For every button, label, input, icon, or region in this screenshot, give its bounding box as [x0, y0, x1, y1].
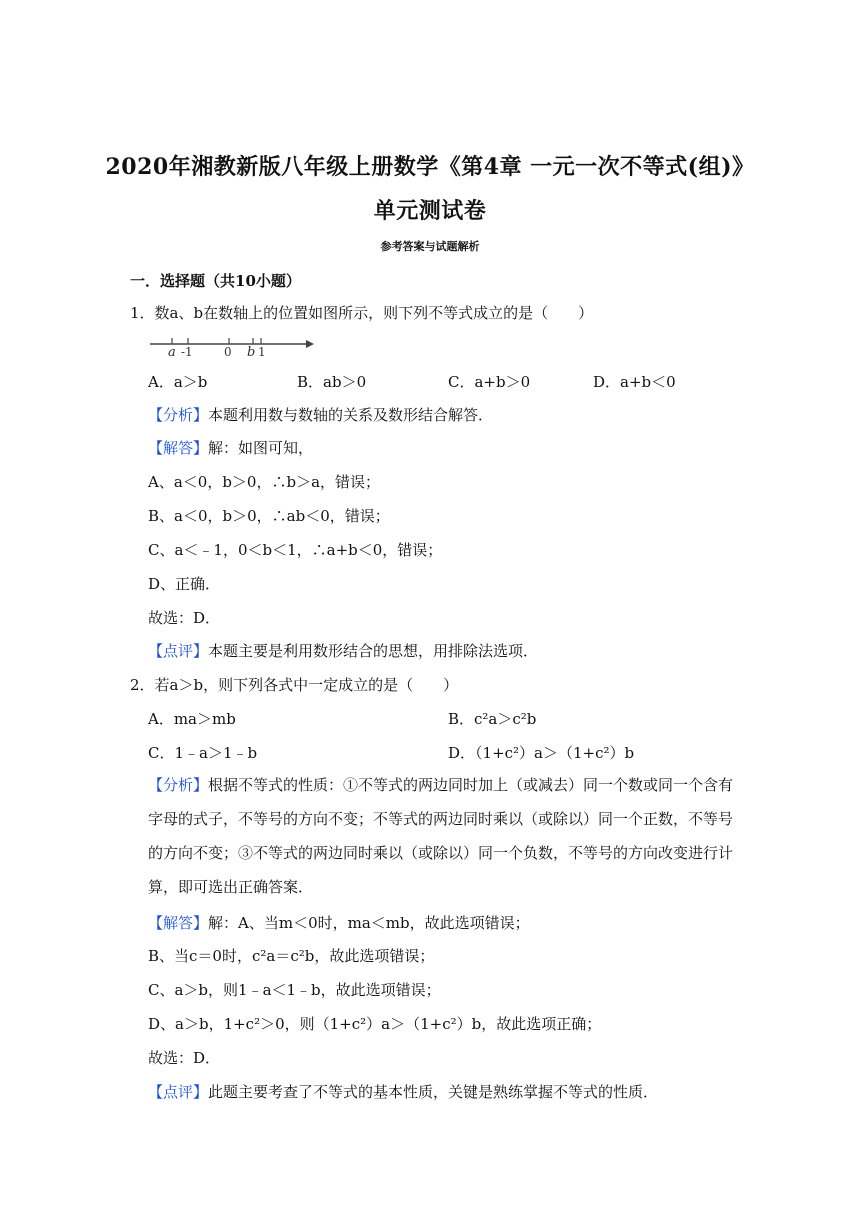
label-b: b [247, 345, 256, 358]
section-heading: 一．选择题（共10小题） [130, 272, 301, 290]
q1-solution-line: D、正确． [148, 575, 221, 593]
q2-option-d: D．（1+c²）a＞（1+c²）b [448, 744, 635, 762]
label-a: a [168, 345, 176, 358]
comment-text: 本题主要是利用数形结合的思想，用排除法选项． [208, 642, 539, 660]
analysis-tag: 【分析】 [148, 776, 209, 794]
q2-stem: 2．若a＞b，则下列各式中一定成立的是（ ） [130, 676, 459, 694]
q2-analysis [130, 768, 738, 904]
analysis-tag: 【分析】 [148, 406, 209, 424]
q2-solution-line: C、a＞b，则1﹣a＜1﹣b，故此选项错误； [148, 981, 441, 999]
doc-title-line1: 2020年湘教新版八年级上册数学《第4章 一元一次不等式(组)》 [105, 154, 755, 180]
q2-answer [148, 913, 530, 933]
comment-tag: 【点评】 [148, 642, 209, 660]
answer-first-line: 解：A、当m＜0时，ma＜mb，故此选项错误； [208, 914, 530, 932]
label-zero: 0 [224, 345, 232, 358]
q1-option-d: D．a+b＜0 [593, 373, 676, 391]
q1-number-line-figure [148, 332, 316, 358]
q1-analysis [148, 405, 493, 425]
analysis-text: 本题利用数与数轴的关系及数形结合解答． [208, 406, 494, 424]
doc-title-line2: 单元测试卷 [373, 198, 487, 224]
q2-solution-line: B、当c＝0时，c²a＝c²b，故此选项错误； [148, 947, 435, 965]
q2-comment [148, 1082, 658, 1102]
answer-intro: 解：如图可知， [208, 439, 314, 457]
number-line-svg [148, 332, 316, 358]
q1-solution-line: B、a＜0，b＞0，∴ab＜0，错误； [148, 507, 390, 525]
q1-solution-line: A、a＜0，b＞0，∴b＞a，错误； [148, 473, 381, 491]
q1-option-a: A．a＞b [148, 373, 208, 391]
q2-choice: 故选：D． [148, 1049, 221, 1067]
q1-option-c: C．a+b＞0 [448, 373, 531, 391]
answer-tag: 【解答】 [148, 914, 209, 932]
doc-subtitle: 参考答案与试题解析 [380, 240, 480, 253]
q1-stem: 1．数a、b在数轴上的位置如图所示，则下列不等式成立的是（ ） [130, 304, 594, 322]
q2-option-b: B．c²a＞c²b [448, 710, 537, 728]
number-line-arrow [306, 340, 314, 348]
q2-solution-line: D、a＞b，1+c²＞0，则（1+c²）a＞（1+c²）b，故此选项正确； [148, 1015, 602, 1033]
q1-choice: 故选：D． [148, 609, 221, 627]
q2-option-a: A．ma＞mb [148, 710, 236, 728]
q1-answer [148, 438, 313, 458]
q1-comment [148, 641, 538, 661]
q2-option-c: C．1﹣a＞1﹣b [148, 744, 258, 762]
label-minus1: -1 [181, 345, 193, 358]
answer-tag: 【解答】 [148, 439, 209, 457]
comment-text: 此题主要考查了不等式的基本性质，关键是熟练掌握不等式的性质． [208, 1083, 659, 1101]
analysis-text: 根据不等式的性质：①不等式的两边同时加上（或减去）同一个数或同一个含有字母的式子，不等号的方向不变；不等式的两边同时乘以（或除以）同一个正数，不等号的方向不变；③不等式的两边同时乘以（或除以）同一个负数，不等号的方向改变进行计算，即可选出正确答案． [148, 776, 734, 896]
q1-solution-line: C、a＜﹣1，0＜b＜1，∴a+b＜0，错误； [148, 541, 443, 559]
comment-tag: 【点评】 [148, 1083, 209, 1101]
label-one: 1 [258, 345, 266, 358]
q1-option-b: B．ab＞0 [297, 373, 367, 391]
